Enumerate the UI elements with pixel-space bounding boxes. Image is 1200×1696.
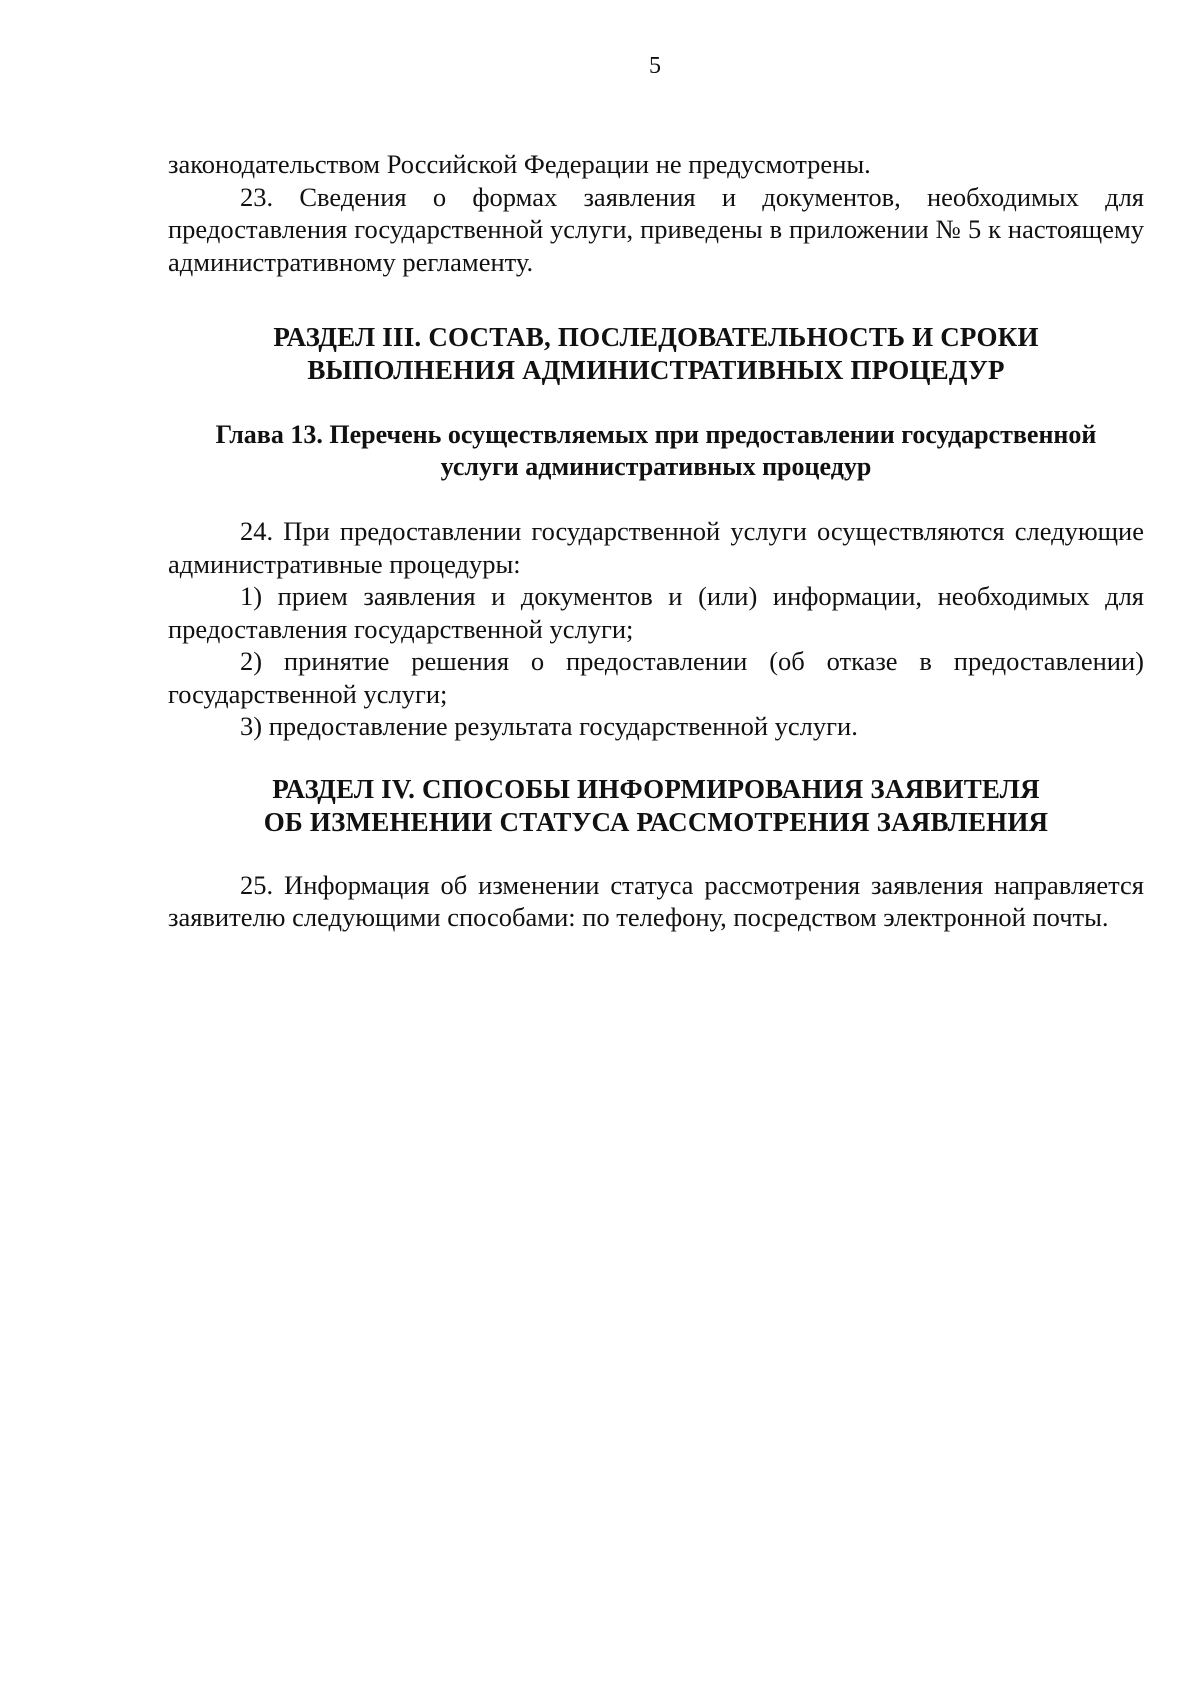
section-4-heading-line-2: ОБ ИЗМЕНЕНИИ СТАТУСА РАССМОТРЕНИЯ ЗАЯВЛЕНИЯ bbox=[263, 806, 1049, 837]
list-item: 1) прием заявления и документов и (или) информации, необходимых для предоставления государственной услуги; bbox=[168, 581, 1144, 644]
paragraph-23: 23. Сведения о формах заявления и документов, необходимых для предоставления государственной услуги, приведены в приложении № 5 к настоящему административному регламенту. bbox=[168, 181, 1144, 277]
section-3-heading bbox=[168, 321, 1144, 387]
list-item: 3) предоставление результата государственной услуги. bbox=[240, 711, 858, 741]
paragraph-24: 24. При предоставлении государственной услуги осуществляются следующие административные процедуры: bbox=[168, 516, 1144, 579]
paragraph-25: 25. Информация об изменении статуса рассмотрения заявления направляется заявителю следующими способами: по телефону, посредством электронной почты. bbox=[168, 869, 1144, 932]
chapter-13-heading bbox=[168, 419, 1144, 483]
chapter-13-heading-line-2: услуги административных процедур bbox=[440, 452, 872, 481]
document-body bbox=[168, 148, 1144, 934]
continuation-text: законодательством Российской Федерации не предусмотрены. bbox=[168, 149, 871, 179]
list-item: 2) принятие решения о предоставлении (об отказе в предоставлении) государственной услуги; bbox=[168, 646, 1144, 709]
chapter-13-heading-line-1: Глава 13. Перечень осуществляемых при предоставлении государственной bbox=[215, 420, 1097, 449]
section-4-heading bbox=[168, 773, 1144, 839]
section-4-heading-line-1: РАЗДЕЛ IV. СПОСОБЫ ИНФОРМИРОВАНИЯ ЗАЯВИТЕЛЯ bbox=[272, 773, 1040, 804]
section-3-heading-line-1: РАЗДЕЛ III. СОСТАВ, ПОСЛЕДОВАТЕЛЬНОСТЬ И СРОКИ bbox=[273, 322, 1039, 352]
section-3-heading-line-2: ВЫПОЛНЕНИЯ АДМИНИСТРАТИВНЫХ ПРОЦЕДУР bbox=[307, 355, 1005, 385]
page-number: 5 bbox=[649, 53, 661, 79]
